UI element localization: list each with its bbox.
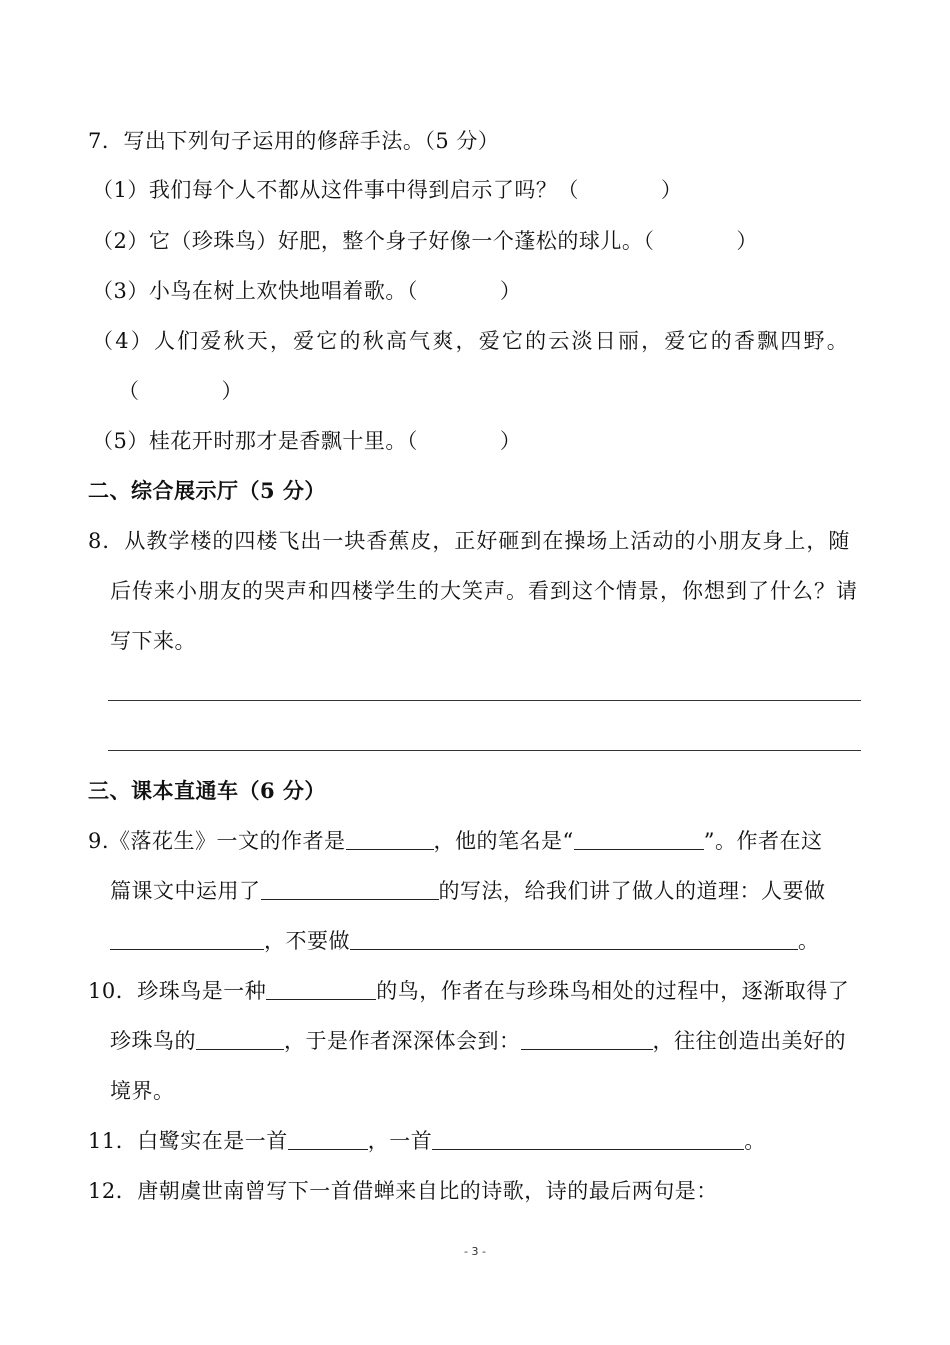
q10-text-5: ，往往创造出美好的 [652,1029,846,1053]
q7-item-4-answer [118,376,243,406]
q11-blank-1[interactable] [288,1129,368,1150]
q10-line-3: 境界。 [110,1079,175,1103]
q7-item-5-close: ） [499,429,522,453]
q11-line [88,1126,766,1156]
q8-line-3: 写下来。 [110,629,196,653]
q7-item-4-close: ） [221,379,243,403]
q10-line-2 [110,1026,846,1056]
q11-text-1: 11．白鹭实在是一首 [88,1129,288,1153]
q7-item-2-close: ） [736,229,758,253]
q9-text-1: 9.《落花生》一文的作者是 [88,829,346,853]
q7-item-3-close: ） [499,279,522,303]
q7-item-4: （4）人们爱秋天，爱它的秋高气爽，爱它的云淡日丽，爱它的香飘四野。 [92,329,850,353]
q7-item-5-text: （5）桂花开时那才是香飘十里。（ [92,429,418,453]
q9-line-3 [110,926,820,956]
section3-title: 三、课本直通车（6 分） [88,778,326,803]
page-number: - 3 - [464,1245,486,1258]
q8-answer-line-2[interactable] [108,750,861,751]
q9-text-6: ，不要做 [264,929,350,953]
q11-blank-2[interactable] [432,1129,744,1150]
q7-item-5 [92,426,521,456]
q10-text-2: 的鸟，作者在与珍珠鸟相处的过程中，逐渐取得了 [376,979,850,1003]
q10-blank-insight[interactable] [521,1029,653,1050]
q8-line-2: 后传来小朋友的哭声和四楼学生的大笑声。看到这个情景，你想到了什么？请 [110,579,858,603]
q10-text-3: 珍珠鸟的 [110,1029,196,1053]
q7-item-4-open: （ [118,379,140,403]
q9-line-1 [88,826,823,856]
section2-title: 二、综合展示厅（5 分） [88,478,326,503]
q10-text-4: ，于是作者深深体会到： [284,1029,521,1053]
q11-text-3: 。 [744,1129,766,1153]
q9-blank-should[interactable] [110,929,264,950]
q9-text-4: 篇课文中运用了 [110,879,261,903]
q7-item-1-text: （1）我们每个人不都从这件事中得到启示了吗？（ [92,178,579,202]
q10-line-1 [88,976,849,1006]
q9-blank-should-not[interactable] [350,929,798,950]
q9-text-3: ”。作者在这 [703,829,823,853]
q7-item-3 [92,276,521,306]
q9-blank-penname[interactable] [574,829,704,850]
q7-item-1-close: ） [660,178,683,202]
q11-text-2: ，一首 [367,1129,433,1153]
q7-item-2 [92,226,758,256]
q9-text-2: ，他的笔名是“ [433,829,574,853]
q8-answer-line-1[interactable] [108,700,861,701]
q10-blank-trust[interactable] [196,1029,284,1050]
q12-line: 12．唐朝虞世南曾写下一首借蝉来自比的诗歌，诗的最后两句是： [88,1179,718,1203]
q9-line-2 [110,876,826,906]
q10-blank-kind[interactable] [266,979,376,1000]
q7-title: 7．写出下列句子运用的修辞手法。（5 分） [88,129,500,153]
q7-item-1 [92,175,682,205]
q8-line-1: 8．从教学楼的四楼飞出一块香蕉皮，正好砸到在操场上活动的小朋友身上，随 [88,529,851,553]
q9-blank-author[interactable] [346,829,434,850]
q10-text-1: 10．珍珠鸟是一种 [88,979,267,1003]
q7-item-2-text: （2）它（珍珠鸟）好肥，整个身子好像一个蓬松的球儿。（ [92,229,655,253]
q9-blank-method[interactable] [261,879,439,900]
q9-text-7: 。 [798,929,820,953]
q9-text-5: 的写法，给我们讲了做人的道理：人要做 [438,879,826,903]
q7-item-3-text: （3）小鸟在树上欢快地唱着歌。（ [92,279,418,303]
